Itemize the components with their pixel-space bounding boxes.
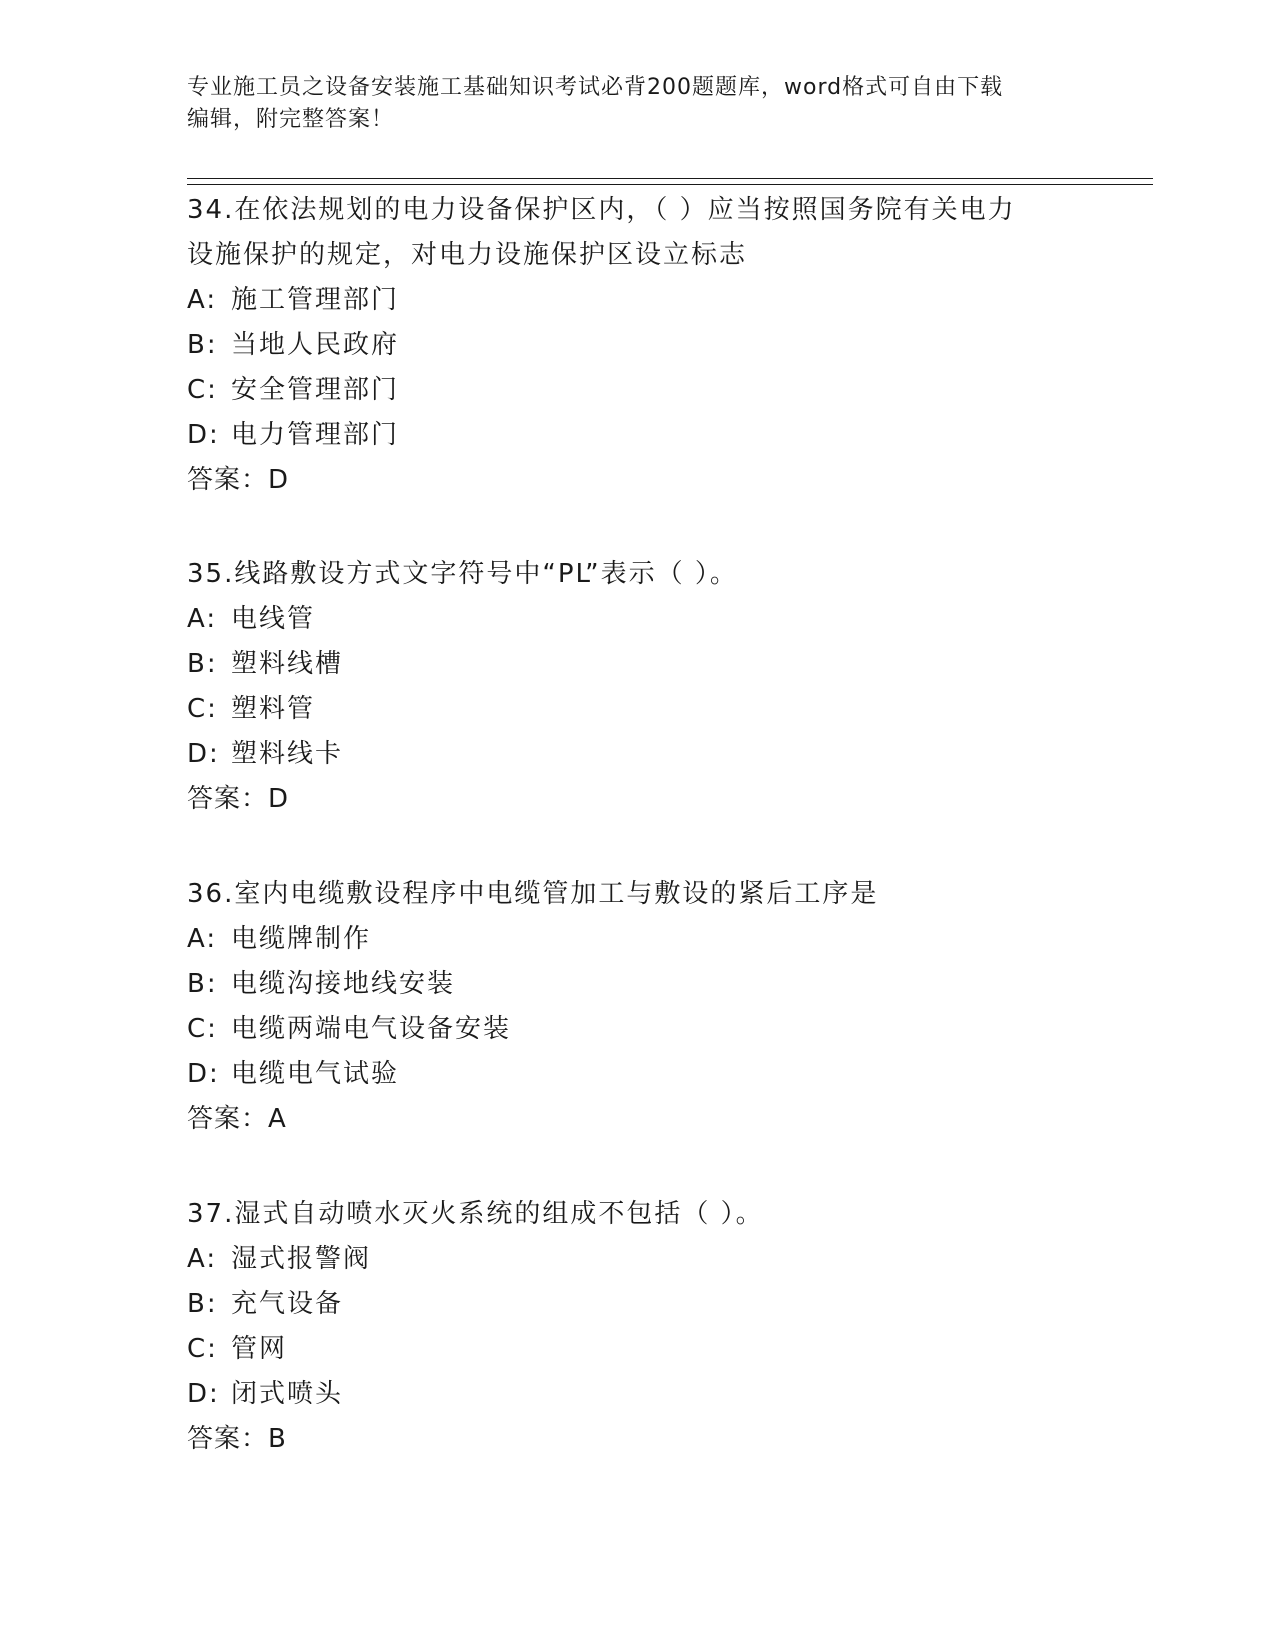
option-text: 塑料管 <box>231 694 316 724</box>
option-text: 电缆牌制作 <box>231 924 372 954</box>
option-text: 电力管理部门 <box>231 420 400 450</box>
option-key: A: <box>187 1244 218 1274</box>
answer: 答案：D <box>187 784 290 814</box>
question-36 <box>187 872 1087 1142</box>
option-key: D: <box>187 1379 220 1409</box>
option-key: B: <box>187 649 218 679</box>
option-text: 电线管 <box>231 604 316 634</box>
option-b <box>187 962 1087 1007</box>
option-a <box>187 1237 1087 1282</box>
question-text-line-1: 37.湿式自动喷水灭火系统的组成不包括（ ）。 <box>187 1199 764 1229</box>
option-a <box>187 278 1087 323</box>
option-text: 施工管理部门 <box>231 285 400 315</box>
option-d <box>187 413 1087 458</box>
option-key: C: <box>187 1334 218 1364</box>
option-key: A: <box>187 285 218 315</box>
option-d <box>187 1372 1087 1417</box>
option-text: 塑料线槽 <box>231 649 344 679</box>
option-text: 当地人民政府 <box>231 330 400 360</box>
option-c <box>187 368 1087 413</box>
option-c <box>187 687 1087 732</box>
option-d <box>187 732 1087 777</box>
question-35 <box>187 552 1087 822</box>
option-d <box>187 1052 1087 1097</box>
option-c <box>187 1327 1087 1372</box>
option-text: 电缆电气试验 <box>231 1059 400 1089</box>
option-key: D: <box>187 739 220 769</box>
question-text-line-1: 36.室内电缆敷设程序中电缆管加工与敷设的紧后工序是 <box>187 879 879 909</box>
header-divider-top <box>187 178 1153 179</box>
option-b <box>187 642 1087 687</box>
option-b <box>187 1282 1087 1327</box>
answer: 答案：A <box>187 1104 287 1134</box>
option-key: B: <box>187 330 218 360</box>
header-line-1: 专业施工员之设备安装施工基础知识考试必背200题题库，word格式可自由下载 <box>187 75 1004 100</box>
option-text: 电缆两端电气设备安装 <box>231 1014 512 1044</box>
option-text: 安全管理部门 <box>231 375 400 405</box>
option-key: C: <box>187 1014 218 1044</box>
question-text-line-1: 35.线路敷设方式文字符号中“PL”表示（ ）。 <box>187 559 738 589</box>
option-text: 闭式喷头 <box>231 1379 344 1409</box>
option-text: 电缆沟接地线安装 <box>231 969 456 999</box>
option-key: A: <box>187 604 218 634</box>
option-c <box>187 1007 1087 1052</box>
question-37 <box>187 1192 1087 1462</box>
header-line-2: 编辑，附完整答案！ <box>187 107 395 132</box>
document-header <box>187 72 1067 136</box>
question-34 <box>187 188 1087 503</box>
question-text-line-1: 34.在依法规划的电力设备保护区内，（ ）应当按照国务院有关电力 <box>187 195 1016 225</box>
option-key: D: <box>187 420 220 450</box>
answer: 答案：B <box>187 1424 287 1454</box>
option-key: D: <box>187 1059 220 1089</box>
option-text: 充气设备 <box>231 1289 344 1319</box>
option-text: 塑料线卡 <box>231 739 344 769</box>
option-a <box>187 597 1087 642</box>
option-key: C: <box>187 694 218 724</box>
option-key: B: <box>187 1289 218 1319</box>
answer: 答案：D <box>187 465 290 495</box>
option-text: 湿式报警阀 <box>231 1244 372 1274</box>
header-divider-bottom <box>187 184 1153 185</box>
option-key: C: <box>187 375 218 405</box>
option-b <box>187 323 1087 368</box>
option-key: B: <box>187 969 218 999</box>
option-a <box>187 917 1087 962</box>
option-key: A: <box>187 924 218 954</box>
question-text-line-2: 设施保护的规定，对电力设施保护区设立标志 <box>187 240 748 270</box>
option-text: 管网 <box>231 1334 288 1364</box>
